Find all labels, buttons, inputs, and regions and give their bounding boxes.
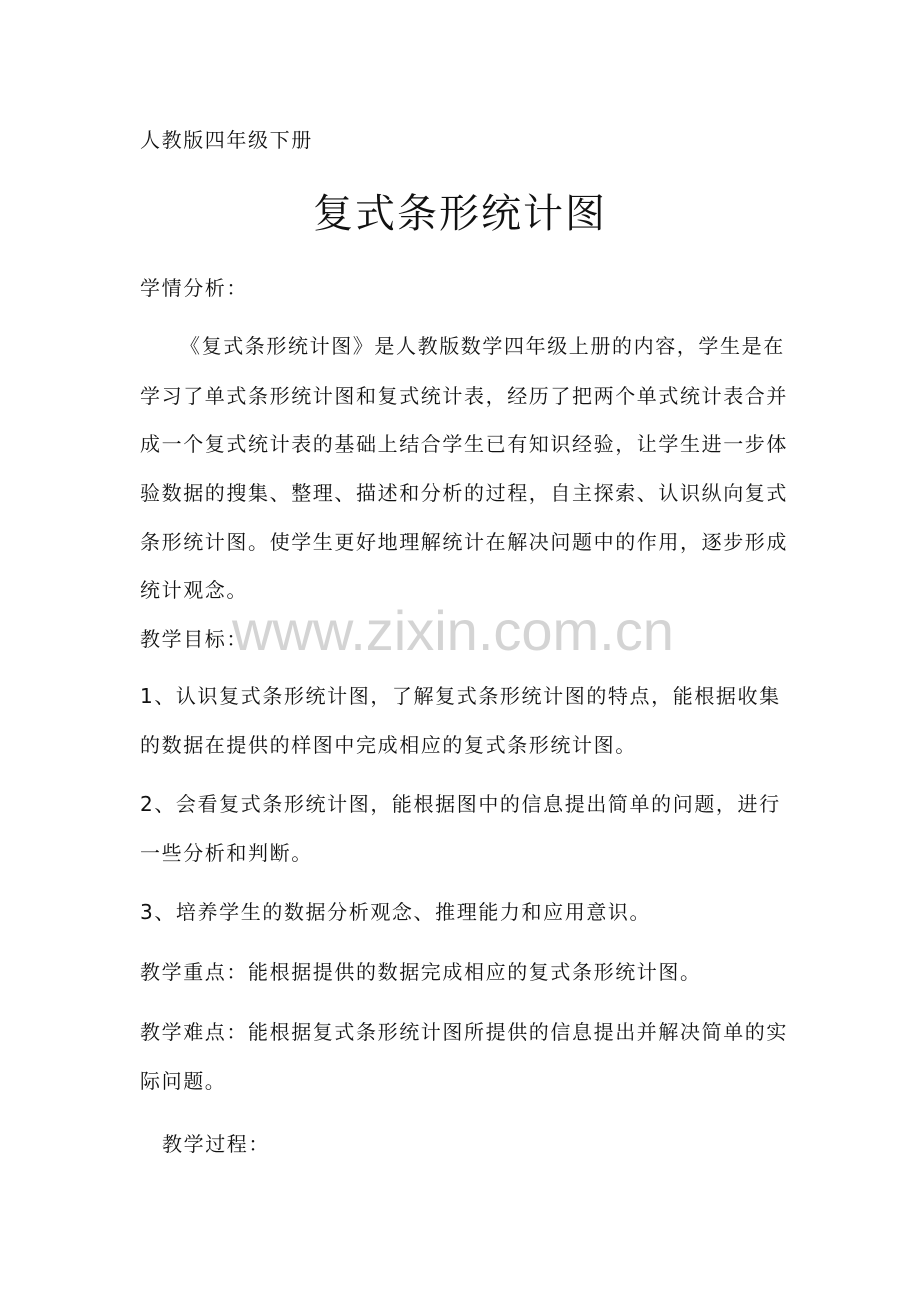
watermark: www.zixin.com.cn bbox=[232, 599, 674, 662]
goal-item-2-cont: 一些分析和判断。 bbox=[140, 841, 313, 865]
difficulty-cont: 际问题。 bbox=[140, 1069, 227, 1093]
analysis-line: 条形统计图。使学生更好地理解统计在解决问题中的作用，逐步形成 bbox=[140, 530, 788, 554]
analysis-heading: 学情分析： bbox=[140, 276, 248, 300]
analysis-line: 统计观念。 bbox=[140, 578, 248, 602]
process-heading: 教学过程： bbox=[162, 1132, 270, 1156]
goal-item-3: 3、培养学生的数据分析观念、推理能力和应用意识。 bbox=[140, 900, 652, 924]
analysis-line: 学习了单式条形统计图和复式统计表，经历了把两个单式统计表合并 bbox=[140, 384, 788, 408]
analysis-line: 成一个复式统计表的基础上结合学生已有知识经验，让学生进一步体 bbox=[140, 432, 788, 456]
page-title: 复式条形统计图 bbox=[313, 191, 607, 237]
goals-heading: 教学目标： bbox=[140, 627, 248, 651]
analysis-line: 验数据的搜集、整理、描述和分析的过程，自主探索、认识纵向复式 bbox=[140, 481, 788, 505]
difficulty: 教学难点：能根据复式条形统计图所提供的信息提出并解决简单的实 bbox=[140, 1020, 788, 1044]
grade-label: 人教版四年级下册 bbox=[140, 128, 313, 152]
key-point: 教学重点：能根据提供的数据完成相应的复式条形统计图。 bbox=[140, 960, 702, 984]
goal-item-1: 1、认识复式条形统计图，了解复式条形统计图的特点，能根据收集 bbox=[140, 684, 781, 708]
analysis-line: 《复式条形统计图》是人教版数学四年级上册的内容，学生是在 bbox=[180, 334, 785, 358]
goal-item-2: 2、会看复式条形统计图，能根据图中的信息提出简单的问题，进行 bbox=[140, 792, 781, 816]
goal-item-1-cont: 的数据在提供的样图中完成相应的复式条形统计图。 bbox=[140, 733, 637, 757]
